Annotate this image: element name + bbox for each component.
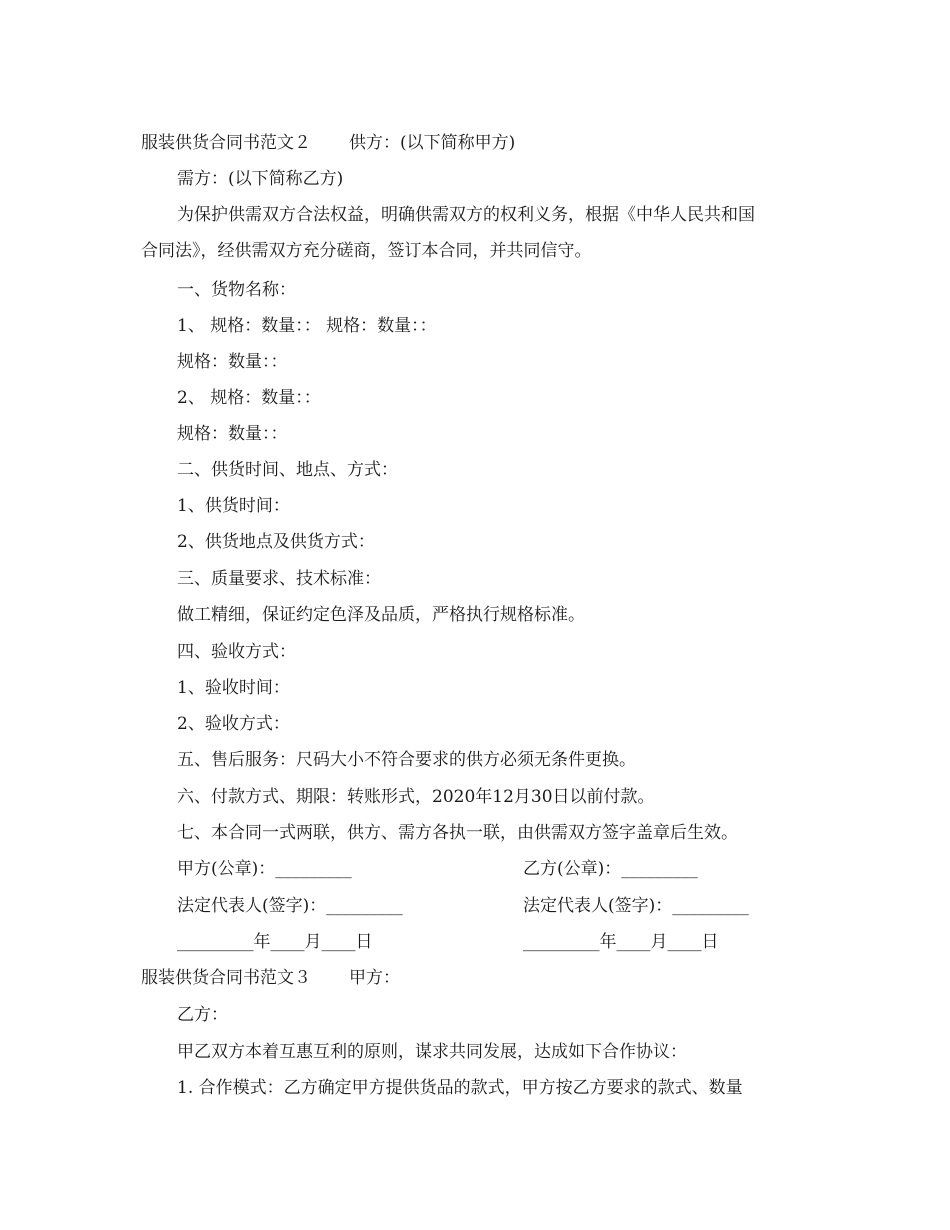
party-b-date-field: _________年____月____日 [523,932,719,952]
preamble-line-1: 为保护供需双方合法权益，明确供需双方的权利义务，根据《中华人民共和国 [177,205,755,225]
party-b-line: 乙方： [177,1005,228,1025]
document-heading-3 [141,966,400,990]
clause-supply-heading: 二、供货时间、地点、方式： [177,460,398,480]
acceptance-time-line: 1、验收时间： [177,678,290,698]
section-title-3: 服装供货合同书范文３ [141,968,311,988]
supply-place-line: 2、供货地点及供货方式： [177,532,375,552]
goods-spec-line-1: 1、 规格：数量：： 规格：数量：： [177,316,437,336]
section-title-2: 服装供货合同书范文２ [141,133,311,153]
party-a-line: 甲方： [349,968,400,988]
goods-spec-line-3: 2、 规格：数量：： [177,388,321,408]
supplier-line: 供方：(以下简称甲方) [349,133,516,153]
clause-goods-heading: 一、货物名称： [177,280,296,300]
quality-text-line: 做工精细，保证约定色泽及品质，严格执行规格标准。 [177,605,585,625]
clause-copies-line: 七、本合同一式两联，供方、需方各执一联，由供需双方签字盖章后生效。 [177,823,738,843]
document-heading-2 [141,131,515,155]
goods-spec-line-2: 规格：数量：： [177,352,288,372]
cooperation-mode-line: 1. 合作模式：乙方确定甲方提供货品的款式，甲方按乙方要求的款式、数量 [177,1078,743,1098]
acceptance-method-line: 2、验收方式： [177,714,290,734]
goods-spec-line-4: 规格：数量：： [177,424,288,444]
preamble-line-2: 合同法》，经供需双方充分磋商，签订本合同，并共同信守。 [141,241,592,261]
clause-payment-line: 六、付款方式、期限：转账形式，2020年12月30日以前付款。 [177,787,655,807]
clause-aftersales-line: 五、售后服务：尺码大小不符合要求的供方必须无条件更换。 [177,750,636,770]
party-a-seal-field: 甲方(公章)：_________ [177,859,352,879]
party-b-seal-field: 乙方(公章)：_________ [523,859,698,879]
party-a-rep-field: 法定代表人(签字)：_________ [177,896,403,916]
agreement-intro-line: 甲乙双方本着互惠互利的原则，谋求共同发展，达成如下合作协议： [177,1042,687,1062]
party-b-rep-field: 法定代表人(签字)：_________ [523,896,749,916]
supply-time-line: 1、供货时间： [177,496,290,516]
buyer-line: 需方：(以下简称乙方) [177,169,344,189]
party-a-date-field: _________年____月____日 [177,932,373,952]
clause-quality-heading: 三、质量要求、技术标准： [177,569,381,589]
clause-acceptance-heading: 四、验收方式： [177,642,296,662]
